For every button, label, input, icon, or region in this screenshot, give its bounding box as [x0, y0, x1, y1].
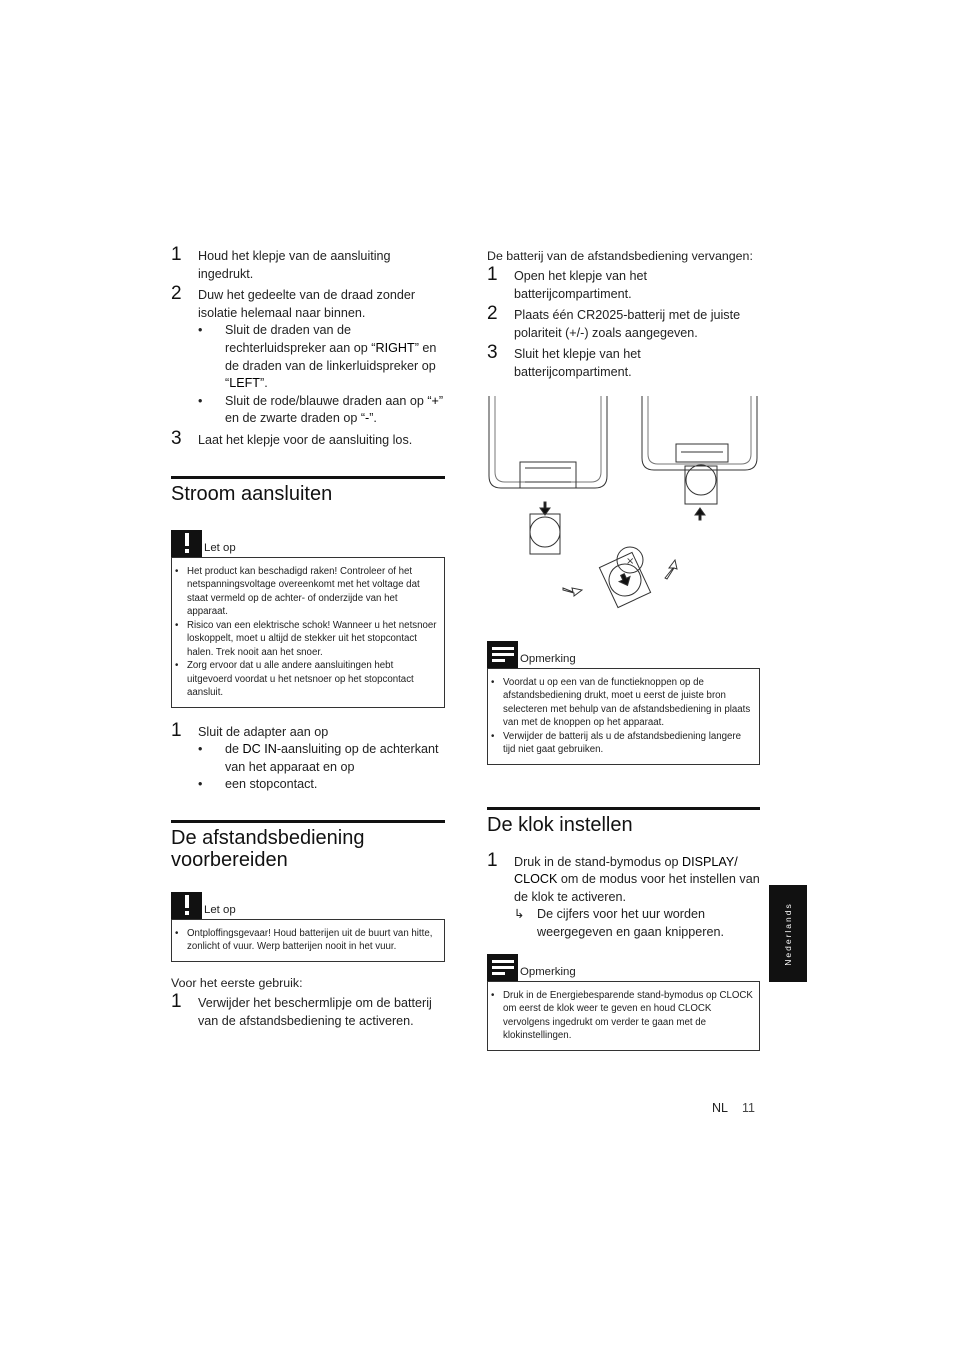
- caution-box: [171, 919, 445, 962]
- note-label: Opmerking: [520, 965, 576, 978]
- step-number: 3: [171, 427, 182, 449]
- note-item: • Verwijder de batterij als u de afstandsbediening langere tijd niet gaat gebruiken.: [503, 730, 753, 757]
- battery-illustration: [487, 396, 760, 616]
- step-text: Sluit de adapter aan op: [198, 724, 329, 739]
- caution-label: Let op: [204, 903, 236, 916]
- step-number: 1: [171, 990, 182, 1012]
- step-number: 1: [171, 719, 182, 741]
- step-text: Houd het klepje van de aansluiting ingedrukt.: [198, 249, 391, 281]
- step-2-bullets: [198, 322, 445, 428]
- bullet-item: • een stopcontact.: [198, 776, 445, 794]
- step-1-clock: 1 Druk in de stand-bymodus op DISPLAY/ CLOCK om de modus voor het instellen van de klok te activeren. ↳ De cijfers voor het uur worden weergegeven en gaan knipperen.: [487, 854, 760, 942]
- language-side-tab: Nederlands: [769, 885, 807, 982]
- step-1: [171, 244, 445, 283]
- remote-left: [489, 396, 607, 488]
- footer-language: NL: [712, 1101, 728, 1115]
- battery-door-right: [676, 444, 728, 462]
- section-title-klok: De klok instellen: [487, 807, 760, 836]
- page-number: 11: [741, 1101, 755, 1115]
- battery-tray-right: [685, 466, 717, 504]
- remote-right: [642, 396, 757, 470]
- step-2: [487, 303, 760, 342]
- bullet-item: • Sluit de draden van de rechterluidspreker aan op “RIGHT” en de draden van de linkerluidspreker op “LEFT”.: [198, 322, 445, 392]
- caution-box: [171, 557, 445, 708]
- step-text: Plaats één CR2025-batterij met de juiste polariteit (+/-) zoals aangegeven.: [514, 308, 741, 340]
- note-box: [487, 668, 760, 765]
- caution-item: • Het product kan beschadigd raken! Controleer of het netspanningsvoltage overeenkomt met het voltage dat staat vermeld op de achter- of onderzijde van het apparaat.: [187, 565, 438, 619]
- step-number: 1: [487, 849, 498, 871]
- battery-coin: [530, 517, 560, 547]
- step-1: [487, 264, 760, 303]
- page-footer: [712, 1101, 755, 1115]
- step-result: ↳ De cijfers voor het uur worden weergegeven en gaan knipperen.: [514, 907, 724, 939]
- step-number: 2: [487, 303, 498, 325]
- caution-callout-2: [171, 892, 445, 962]
- battery-sign: ×: [626, 555, 635, 567]
- battery-door-left: [520, 462, 576, 488]
- bullet-item: • Sluit de rode/blauwe draden aan op “+” en de zwarte draden op “-”.: [198, 393, 445, 428]
- caution-label: Let op: [204, 541, 236, 554]
- step-text: Verwijder het beschermlipje om de batterij van de afstandsbediening te activeren.: [198, 995, 432, 1028]
- step-3: [171, 427, 445, 450]
- step-number: 3: [487, 342, 498, 364]
- note-label: Opmerking: [520, 652, 576, 665]
- arrow-up-icon: [695, 508, 705, 520]
- note-icon: [487, 641, 518, 668]
- caution-callout: [171, 530, 445, 708]
- step-1-adapter: [171, 719, 445, 794]
- exclamation-icon: [171, 530, 202, 557]
- step-number: 1: [487, 264, 498, 285]
- arrow-down-icon: [540, 502, 550, 515]
- note-callout: [487, 641, 760, 765]
- subhead-battery: De batterij van de afstandsbediening vervangen:: [487, 249, 753, 263]
- step-text: Open het klepje van het batterijcompartiment.: [514, 269, 648, 301]
- caution-item: • Ontploffingsgevaar! Houd batterijen uit de buurt van hitte, zonlicht of vuur. Werp batterijen nooit in het vuur.: [187, 927, 438, 954]
- note-item: • Druk in de Energiebesparende stand-bymodus op CLOCK om eerst de klok weer te geven en houd CLOCK vervolgens ingedrukt om verder te gaan met de klokinstellingen.: [503, 989, 753, 1043]
- section-title-afstandsbediening: De afstandsbediening voorbereiden: [171, 820, 445, 871]
- caution-item: • Risico van een elektrische schok! Wanneer u het netsnoer loskoppelt, moet u altijd de stekker uit het stopcontact halen. Trek nooit aan het snoer.: [187, 619, 438, 660]
- note-item: • Voordat u op een van de functieknoppen op de afstandsbediening drukt, moet u eerst de juiste bron selecteren met behulp van de afstandsbediening in plaats van met de knoppen op het apparaat.: [503, 676, 753, 730]
- step-text: Sluit het klepje van het batterijcompartiment.: [514, 347, 641, 379]
- arrow-down-icon: [617, 572, 633, 588]
- step-text: Laat het klepje voor de aansluiting los.: [198, 432, 413, 447]
- result-arrow-icon: ↳: [514, 907, 525, 922]
- subhead-first-use: Voor het eerste gebruik:: [171, 975, 303, 990]
- note-icon: [487, 954, 518, 981]
- note-callout-2: [487, 954, 760, 1051]
- note-box: [487, 981, 760, 1051]
- exclamation-icon: [171, 892, 202, 919]
- step-number: 1: [171, 244, 182, 265]
- step-3: [487, 342, 760, 381]
- step-2: [171, 283, 445, 428]
- step-1-remove-tab: [171, 990, 445, 1030]
- step-number: 2: [171, 283, 182, 305]
- bullet-item: • de DC IN-aansluiting op de achterkant van het apparaat en op: [198, 741, 445, 776]
- curved-arrow-icon: [665, 560, 677, 579]
- battery-tray-left: [530, 514, 560, 554]
- step-text: Duw het gedeelte van de draad zonder isolatie helemaal naar binnen.: [198, 288, 416, 320]
- curved-arrow-icon: [563, 588, 582, 596]
- left-column: [171, 244, 445, 1034]
- caution-item: • Zorg ervoor dat u alle andere aansluitingen hebt uitgevoerd voordat u het netsnoer op het stopcontact aansluit.: [187, 659, 438, 700]
- right-column: [487, 248, 760, 1051]
- section-title-stroom: Stroom aansluiten: [171, 476, 445, 505]
